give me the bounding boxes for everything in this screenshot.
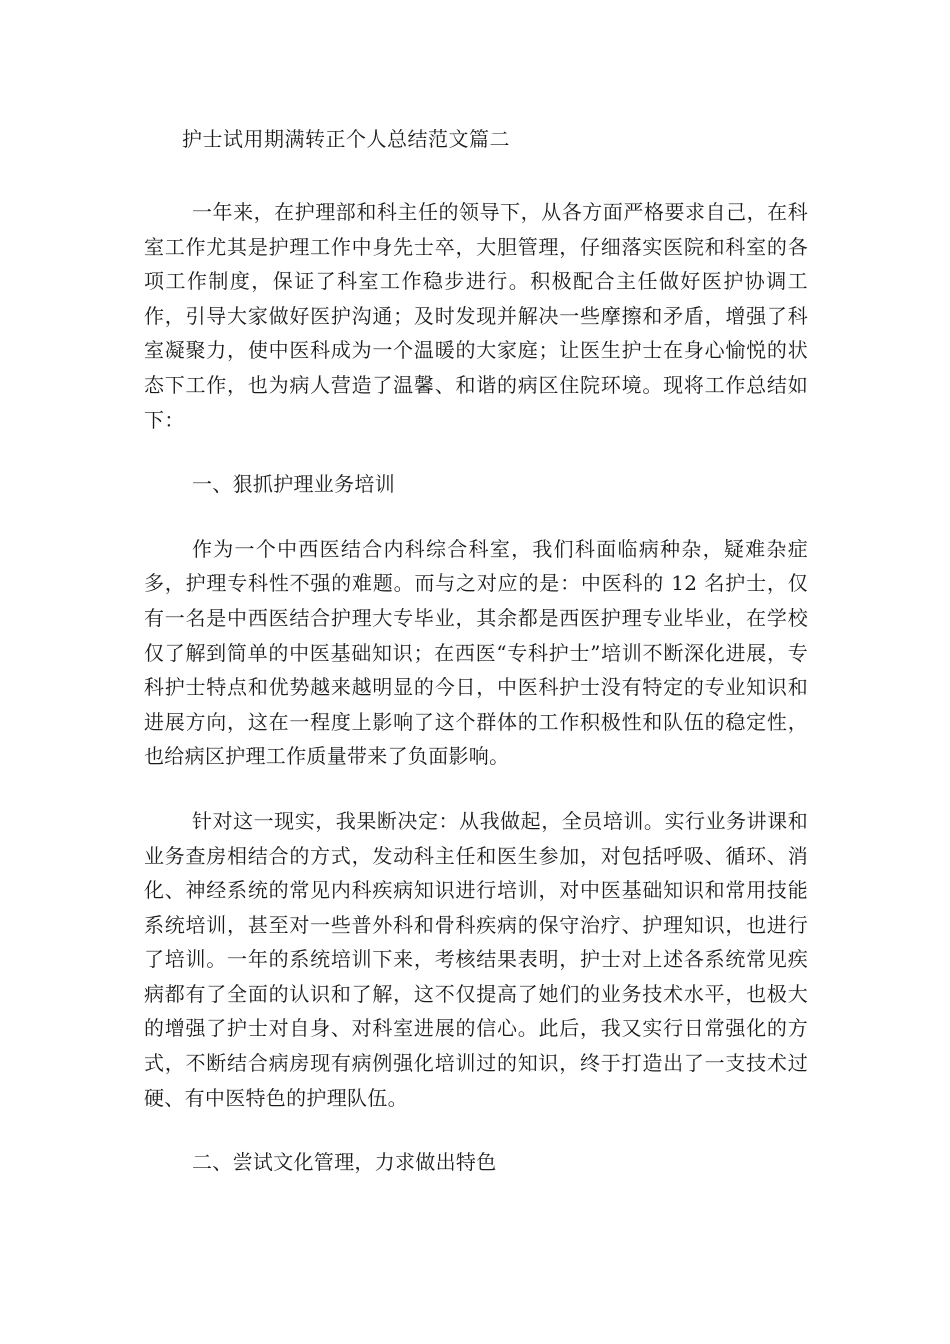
document-body — [144, 118, 808, 1180]
section-heading-training: 一、狠抓护理业务培训 — [192, 472, 395, 497]
document-title: 护士试用期满转正个人总结范文篇二 — [182, 127, 510, 151]
training-solution-paragraph: 针对这一现实，我果断决定：从我做起，全员培训。实行业务讲课和业务查房相结合的方式，发动科主任和医生参加，对包括呼吸、循环、消化、神经系统的常见内科疾病知识进行培训，对中医基础知识和常用技能系统培训，甚至对一些普外科和骨科疾病的保守治疗、护理知识，也进行了培训。一年的系统培训下来，考核结果表明，护士对上述各系统常见疾病都有了全面的认识和了解，这不仅提高了她们的业务技术水平，也极大的增强了护士对自身、对科室进展的信心。此后，我又实行日常强化的方式，不断结合病房现有病例强化培训过的知识，终于打造出了一支技术过硬、有中医特色的护理队伍。 — [144, 808, 808, 1110]
section-heading-culture: 二、尝试文化管理，力求做出特色 — [192, 1150, 497, 1175]
intro-paragraph: 一年来，在护理部和科主任的领导下，从各方面严格要求自己，在科室工作尤其是护理工作中身先士卒，大胆管理，仔细落实医院和科室的各项工作制度，保证了科室工作稳步进行。积极配合主任做好医护协调工作，引导大家做好医护沟通；及时发现并解决一些摩擦和矛盾，增强了科室凝聚力，使中医科成为一个温暖的大家庭；让医生护士在身心愉悦的状态下工作，也为病人营造了温馨、和谐的病区住院环境。现将工作总结如下： — [144, 200, 808, 432]
training-problem-paragraph: 作为一个中西医结合内科综合科室，我们科面临病种杂，疑难杂症多，护理专科性不强的难题。而与之对应的是：中医科的 12 名护士，仅有一名是中西医结合护理大专毕业，其余都是西医护理专业毕业，在学校仅了解到简单的中医基础知识；在西医“专科护士”培训不断深化进展，专科护士特点和优势越来越明显的今日，中医科护士没有特定的专业知识和进展方向，这在一程度上影响了这个群体的工作积极性和队伍的稳定性，也给病区护理工作质量带来了负面影响。 — [144, 536, 808, 769]
